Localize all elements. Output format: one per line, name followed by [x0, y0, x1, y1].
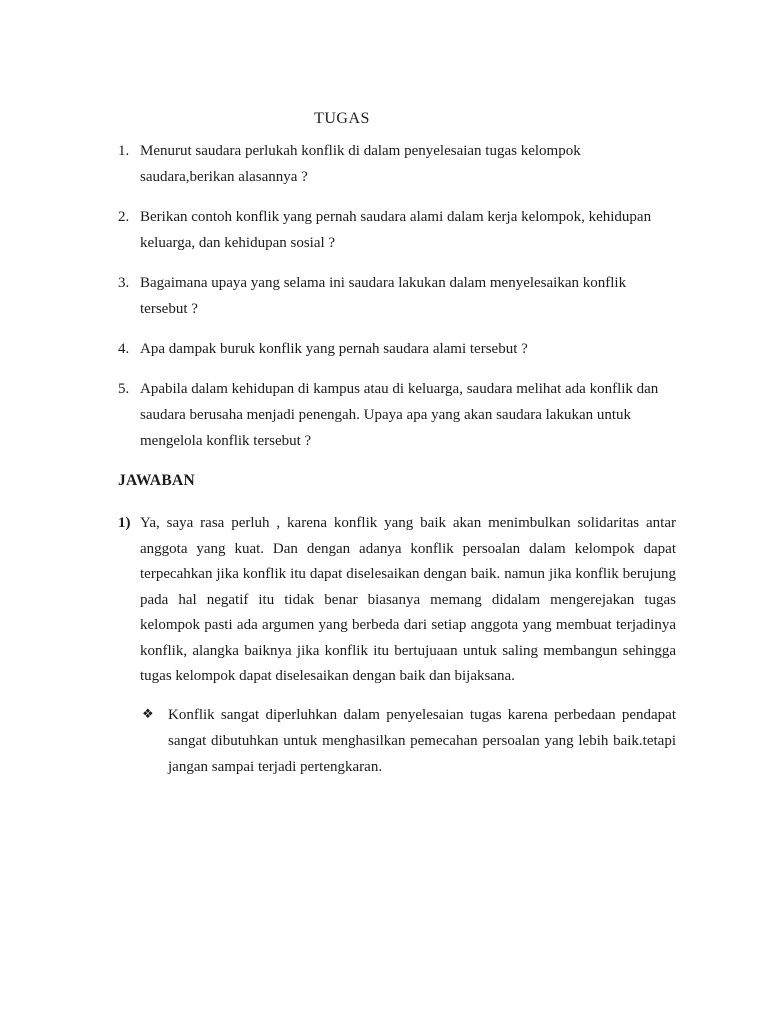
question-number: 3.	[118, 275, 130, 291]
question-text: Bagaimana upaya yang selama ini saudara lakukan dalam menyelesaikan konflik tersebut ?	[140, 275, 627, 317]
question-number: 4.	[118, 341, 130, 357]
answer-text: Ya, saya rasa perluh , karena konflik yang baik akan menimbulkan solidaritas antar anggota yang kuat. Dan dengan adanya konflik persoalan dalam kelompok dapat terpecahkan jika konflik itu dapat diselesaikan dengan baik. namun jika konflik berujung pada hal negatif itu tidak benar biasanya memang didalam mengerejakan tugas kelompok pasti ada argumen yang berbeda dari setiap anggota yang membuat terjadinya konflik, alangka baiknya jika konflik itu bertujuaan untuk saling membangun sehingga tugas kelompok dapat diselesaikan dengan baik dan bijaksana.	[140, 515, 676, 684]
bullet-item-1	[142, 702, 676, 780]
document-title: TUGAS	[314, 110, 370, 127]
question-item-2	[118, 204, 676, 256]
question-number: 1.	[118, 143, 130, 159]
question-number: 2.	[118, 209, 130, 225]
question-item-3	[118, 270, 676, 322]
question-number: 5.	[118, 381, 130, 397]
answers-heading: JAWABAN	[118, 472, 196, 489]
question-item-4	[118, 336, 676, 362]
bullet-text: Konflik sangat diperluhkan dalam penyelesaian tugas karena perbedaan pendapat sangat dibutuhkan untuk menghasilkan pemecahan persoalan yang lebih baik.tetapi jangan sampai terjadi pertengkaran.	[168, 706, 676, 775]
document-content	[118, 106, 676, 780]
diamond-bullet-icon: ❖	[142, 706, 154, 722]
question-item-1	[118, 138, 676, 190]
answer-item-1	[118, 511, 676, 690]
question-item-5	[118, 376, 676, 454]
answer-number: 1)	[118, 515, 131, 531]
question-text: Apa dampak buruk konflik yang pernah saudara alami tersebut ?	[140, 341, 528, 357]
question-text: Menurut saudara perlukah konflik di dalam penyelesaian tugas kelompok saudara,berikan alasannya ?	[140, 143, 581, 185]
question-text: Apabila dalam kehidupan di kampus atau di keluarga, saudara melihat ada konflik dan saudara berusaha menjadi penengah. Upaya apa yang akan saudara lakukan untuk mengelola konflik tersebut ?	[140, 381, 659, 449]
question-text: Berikan contoh konflik yang pernah saudara alami dalam kerja kelompok, kehidupan keluarga, dan kehidupan sosial ?	[140, 209, 652, 251]
